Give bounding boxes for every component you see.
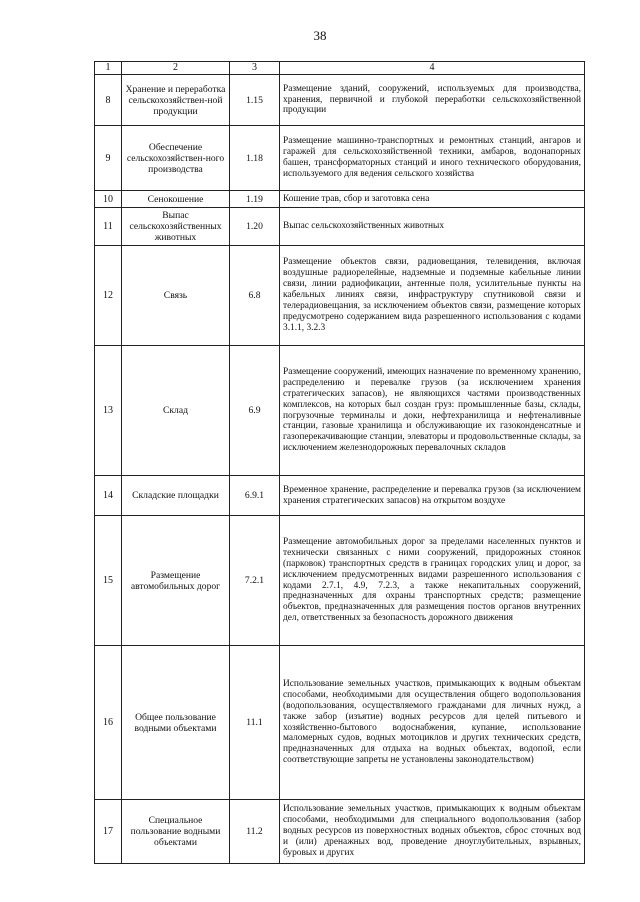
use-type-code: 6.8 — [230, 246, 280, 346]
row-number: 16 — [95, 646, 122, 800]
table-row — [95, 208, 585, 246]
use-type-description: Использование земельных участков, примыкающих к водным объектам способами, необходимыми для специального водопользования (забор водных ресурсов из поверхностных водных объектов, сброс сточных вод и (или) дренажных вод, проведение дноуглубительных, взрывных, буровых и других — [280, 800, 585, 864]
row-number: 15 — [95, 516, 122, 646]
column-header: 4 — [280, 62, 585, 75]
use-type-name: Выпас сельскохозяйственных животных — [122, 208, 230, 246]
use-type-code: 6.9.1 — [230, 476, 280, 516]
use-type-description: Кошение трав, сбор и заготовка сена — [280, 191, 585, 208]
row-number: 12 — [95, 246, 122, 346]
use-type-name: Обеспечение сельскохозяйствен-ного производства — [122, 126, 230, 191]
use-type-name: Хранение и переработка сельскохозяйствен-ной продукции — [122, 75, 230, 126]
use-type-name: Складские площадки — [122, 476, 230, 516]
use-type-code: 11.2 — [230, 800, 280, 864]
table-row — [95, 516, 585, 646]
table-row — [95, 126, 585, 191]
table-row — [95, 646, 585, 800]
use-type-description: Размещение автомобильных дорог за пределами населенных пунктов и технически связанных с ними сооружений, придорожных стоянок (парковок) транспортных средств в границах городских улиц и дорог, за исключением предусмотренных видами разрешенного использования с кодами 2.7.1, 4.9, 7.2.3, а также некапитальных сооружений, предназначенных для охраны транспортных средств; размещение объектов, предназначенных для размещения постов органов внутренних дел, ответственных за безопасность дорожного движения — [280, 516, 585, 646]
use-type-code: 1.15 — [230, 75, 280, 126]
use-type-description: Размещение объектов связи, радиовещания, телевидения, включая воздушные радиорелейные, надземные и подземные кабельные линии связи, линии радиофикации, антенные поля, усилительные пункты на кабельных линиях связи, инфраструктуру спутниковой связи и телерадиовещания, за исключением объектов связи, размещение которых предусмотрено содержанием вида разрешенного использования с кодами 3.1.1, 3.2.3 — [280, 246, 585, 346]
use-type-name: Общее пользование водными объектами — [122, 646, 230, 800]
use-type-code: 11.1 — [230, 646, 280, 800]
table-row — [95, 800, 585, 864]
row-number: 17 — [95, 800, 122, 864]
use-type-code: 6.9 — [230, 346, 280, 476]
row-number: 10 — [95, 191, 122, 208]
row-number: 13 — [95, 346, 122, 476]
table-row — [95, 75, 585, 126]
land-use-table — [94, 61, 585, 864]
use-type-name: Связь — [122, 246, 230, 346]
use-type-description: Размещение машинно-транспортных и ремонтных станций, ангаров и гаражей для сельскохозяйственной техники, амбаров, водонапорных башен, трансформаторных станций и иного технического оборудования, используемого для ведения сельского хозяйства — [280, 126, 585, 191]
table-row — [95, 191, 585, 208]
table-row — [95, 246, 585, 346]
column-header: 1 — [95, 62, 122, 75]
use-type-code: 1.20 — [230, 208, 280, 246]
page-number: 38 — [313, 28, 327, 43]
use-type-description: Размещение сооружений, имеющих назначение по временному хранению, распределению и перевалке грузов (за исключением хранения стратегических запасов), не являющихся частями производственных комплексов, на которых был создан груз: промышленные базы, склады, погрузочные терминалы и доки, нефтехранилища и нефтеналивные станции, газовые хранилища и обслуживающие их газоконденсатные и газоперекачивающие станции, элеваторы и продовольственные склады, за исключением железнодорожных перевалочных складов — [280, 346, 585, 476]
use-type-name: Специальное пользование водными объектами — [122, 800, 230, 864]
table-header-row — [95, 62, 585, 75]
column-header: 2 — [122, 62, 230, 75]
use-type-name: Склад — [122, 346, 230, 476]
use-type-code: 1.18 — [230, 126, 280, 191]
table-row — [95, 476, 585, 516]
use-type-name: Размещение автомобильных дорог — [122, 516, 230, 646]
row-number: 14 — [95, 476, 122, 516]
row-number: 9 — [95, 126, 122, 191]
use-type-description: Выпас сельскохозяйственных животных — [280, 208, 585, 246]
use-type-name: Сенокошение — [122, 191, 230, 208]
row-number: 11 — [95, 208, 122, 246]
row-number: 8 — [95, 75, 122, 126]
use-type-description: Размещение зданий, сооружений, используемых для производства, хранения, первичной и глубокой переработки сельскохозяйственной продукции — [280, 75, 585, 126]
use-type-code: 1.19 — [230, 191, 280, 208]
table-row — [95, 346, 585, 476]
use-type-description: Временное хранение, распределение и перевалка грузов (за исключением хранения стратегических запасов) на открытом воздухе — [280, 476, 585, 516]
use-type-code: 7.2.1 — [230, 516, 280, 646]
column-header: 3 — [230, 62, 280, 75]
use-type-description: Использование земельных участков, примыкающих к водным объектам способами, необходимыми для осуществления общего водопользования (водопользования, осуществляемого гражданами для личных нужд, а также забор (изъятие) водных ресурсов для целей питьевого и хозяйственно-бытового водоснабжения, купание, использование маломерных судов, водных мотоциклов и других технических средств, предназначенных для отдыха на водных объектах, водопой, если соответствующие запреты не установлены законодательством) — [280, 646, 585, 800]
